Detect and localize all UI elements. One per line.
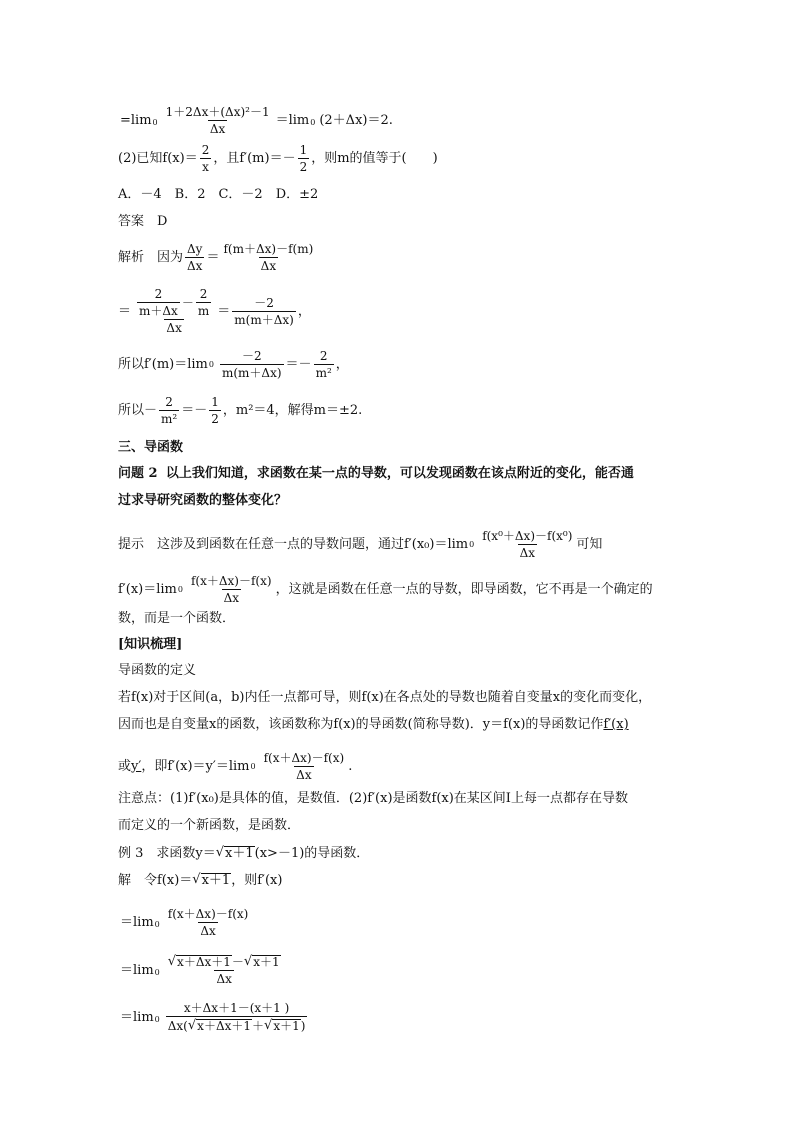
- definition-line-1: 若f(x)对于区间(a，b)内任一点都可导，则f(x)在各点处的导数也随着自变量x的变化而变化，: [118, 690, 652, 705]
- note-line-1: 注意点：(1)f′(x₀)是具体的值，是数值．(2)f′(x)是函数f(x)在某区间I上每一点都存在导数: [118, 791, 628, 806]
- analysis-line-2: ＝ $\frac{2}{m+\Delta x}$ － $\frac{2}{m}$ Δx ＝ $\frac{-2}{m(m+\Delta x)}$ ，: [118, 287, 311, 335]
- note-line-2: 而定义的一个新函数，是函数．: [118, 818, 301, 833]
- question-2-stem: (2)已知f(x)＝ $\frac{2}{x}$ ，且f′(m)＝－ $\frac{1}{2}$ ，则m的值等于( ): [118, 143, 438, 174]
- answer-options: A．－4 B．2 C．－2 D．±2: [118, 187, 319, 202]
- hint-line-3: 数，而是一个函数．: [118, 611, 236, 626]
- sqrt-expression: √ x＋1: [215, 845, 254, 861]
- limit-op: ＝lim 0: [275, 113, 316, 128]
- fraction: $\frac{\text{1＋2Δx＋(Δx)²－1}}{\Delta x}$: [165, 105, 270, 136]
- definition-line-2: 因而也是自变量x的函数，该函数称为f(x)的导函数(简称导数)．y＝f(x)的导函数记作 f′(x): [118, 717, 629, 732]
- analysis-line-4: 所以－ $\frac{2}{\text{m²}}$ ＝－ $\frac{1}{2}$ ，m²＝4，解得m＝±2.: [118, 395, 363, 426]
- solution-step-1: ＝lim 0 $\frac{f(x+\Delta x)-f(x)}{\Delta x}$: [120, 907, 249, 938]
- definition-line-3: 或 y′ ，即f′(x)＝y′＝lim 0 $\frac{f(x+\Delta x)-f(x)}{\Delta x}$ .: [118, 751, 353, 782]
- answer-label: 答案 D: [118, 214, 168, 229]
- knowledge-heading: [知识梳理]: [118, 637, 183, 652]
- limit-op: =lim 0: [120, 113, 158, 128]
- hint-line-2: f′(x)＝lim 0 $\frac{f(x+\Delta x)-f(x)}{\Delta x}$ ，这就是函数在任意一点的导数，即导函数，它不再是一个确定的: [118, 574, 653, 605]
- solution-line-1: 解 令f(x)＝ √ x＋1 ，则f′(x): [118, 872, 283, 888]
- analysis-line-1: 解析 因为 $\frac{\Delta y}{\Delta x}$ ＝ $\frac{f(m+\Delta x)-f(m)}{\Delta x}$: [118, 242, 314, 273]
- solution-step-3: ＝lim 0 x＋Δx＋1－(x＋1 ) Δx( √ x＋Δx＋1 ＋ √ x＋1 ): [120, 1001, 306, 1033]
- example-3: 例 3 求函数y＝ √ x＋1 (x>－1)的导函数．: [118, 845, 370, 861]
- problem-2-line-1: 问题 2 以上我们知道，求函数在某一点的导数，可以发现函数在该点附近的变化，能否通: [118, 466, 634, 481]
- hint-line-1: 提示 这涉及到函数在任意一点的导数问题，通过f′(x₀)＝lim 0 $\frac{\text{f(x⁰＋Δx)－f(x⁰)}}{\Delta x}$ 可知: [118, 529, 603, 560]
- analysis-line-3: 所以f′(m)＝lim 0 $\frac{-2}{m(m+\Delta x)}$ ＝－ $\frac{2}{\text{m²}}$ ，: [118, 349, 349, 380]
- solution-step-2: ＝lim 0 √ x＋Δx＋1 － √ x＋1 Δx: [120, 954, 280, 986]
- section-heading: 三、导函数: [118, 440, 184, 455]
- problem-2-line-2: 过求导研究函数的整体变化？: [118, 493, 288, 508]
- definition-title: 导函数的定义: [118, 663, 197, 678]
- line-limit-result: =lim 0 $\frac{\text{1＋2Δx＋(Δx)²－1}}{\Delta x}$ ＝lim 0 (2＋Δx)＝2.: [120, 105, 393, 136]
